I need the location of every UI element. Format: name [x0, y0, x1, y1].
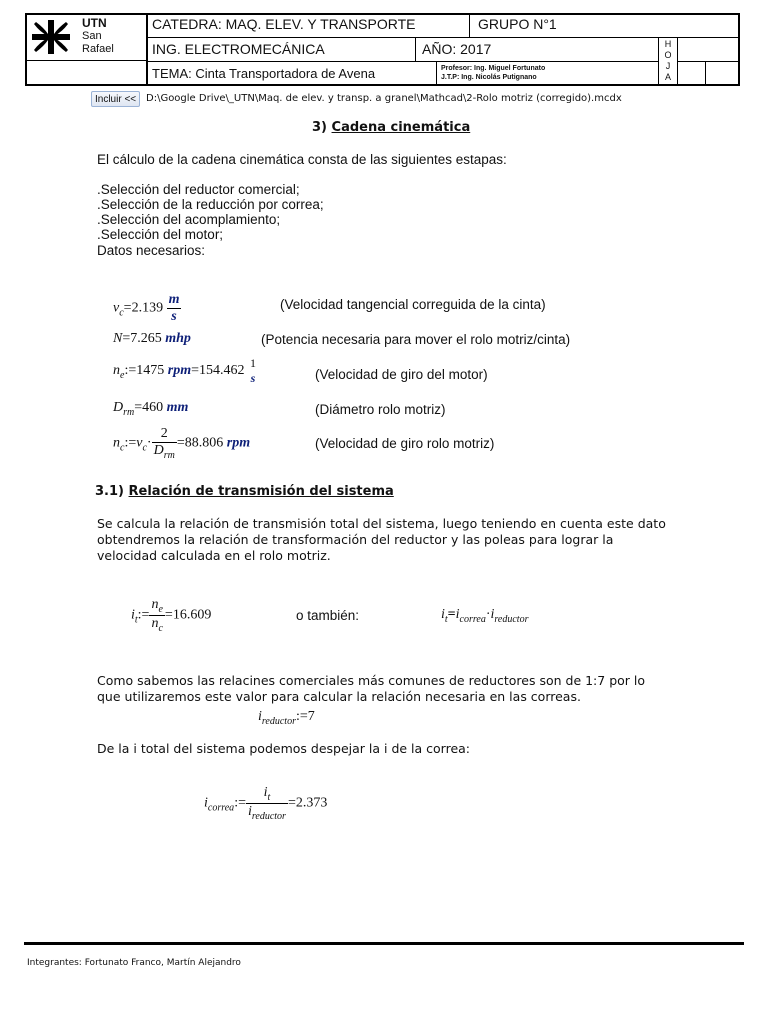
section3-title: Cadena cinemática: [331, 120, 471, 135]
hoja-j: J: [665, 61, 671, 71]
section31-number: 3.1): [95, 484, 124, 499]
section3-intro: El cálculo de la cadena cinemática consta de las siguientes estapas:: [97, 152, 507, 167]
eq-vc: $v_c=2.139$ $\frac{m}{s}$: [113, 292, 180, 324]
hoja-o: O: [664, 50, 672, 60]
section3-number: 3): [312, 120, 327, 135]
step-item: .Selección del motor;: [97, 227, 224, 242]
logo-rafael: Rafael: [82, 43, 114, 55]
grupo-label: GRUPO N°1: [478, 16, 557, 32]
section31-para2-line: que utilizaremos este valor para calcular la relación necesaria en las correas.: [97, 689, 581, 704]
section31-heading: [95, 484, 394, 499]
eq-ne: $n_e:=1475$ rpm=154.462 1 s: [113, 356, 256, 385]
eq-n-desc: (Potencia necesaria para mover el rolo motriz/cinta): [261, 332, 571, 347]
footer-integrantes: Integrantes: Fortunato Franco, Martín Alejandro: [27, 958, 241, 968]
eq-nc: $n_c:=v_c\cdot$ $\frac{2}{D_{rm}}$ =88.806 rpm: [113, 426, 251, 461]
eq-ireductor: $i_{reductor}:=7$: [258, 709, 315, 727]
eq-n: N=7.265 mhp: [113, 331, 191, 346]
eq-ne-desc: (Velocidad de giro del motor): [315, 367, 488, 382]
footer-rule: [24, 942, 744, 945]
logo-utn: UTN: [82, 16, 107, 30]
eq-it: $i_t:=$ $\frac{n_e}{n_c}$ =16.609: [131, 597, 212, 634]
section31-para2-line: Como sabemos las relacines comerciales más comunes de reductores son de 1:7 por lo: [97, 673, 646, 688]
section31-title: Relación de transmisión del sistema: [128, 484, 394, 499]
section31-para-line: obtendremos la relación de transformación del reductor y las poleas para lograr la: [97, 532, 614, 547]
include-button[interactable]: Incluir <<: [91, 91, 140, 107]
step-item: .Selección del acomplamiento;: [97, 212, 281, 227]
eq-drm-desc: (Diámetro rolo motriz): [315, 402, 446, 417]
profesor-label: Profesor: Ing. Miguel Fortunato: [441, 65, 546, 72]
datos-label: Datos necesarios:: [97, 243, 206, 258]
jtp-label: J.T.P: Ing. Nicolás Putignano: [441, 74, 537, 81]
eq-vc-desc: (Velocidad tangencial correguida de la cinta): [280, 297, 546, 312]
step-item: .Selección de la reducción por correa;: [97, 197, 324, 212]
eq-icorrea: $i_{correa}:=$ $\frac{i_t}{i_{reductor}}$ =2.373: [204, 785, 328, 822]
logo-san: San: [82, 30, 102, 42]
tambien-label: o también:: [296, 608, 360, 623]
tema-label: TEMA: Cinta Transportadora de Avena: [152, 66, 376, 81]
eq-it-product: $i_t=i_{correa}\cdot i_{reductor}$: [441, 607, 529, 625]
catedra-label: CATEDRA: MAQ. ELEV. Y TRANSPORTE: [152, 16, 416, 32]
section31-para3: De la i total del sistema podemos despejar la i de la correa:: [97, 741, 471, 756]
section31-para-line: Se calcula la relación de transmisión total del sistema, luego teniendo en cuenta este dato: [97, 516, 666, 531]
anio-label: AÑO: 2017: [422, 41, 492, 57]
step-item: .Selección del reductor comercial;: [97, 182, 300, 197]
include-path: D:\Google Drive\_UTN\Maq. de elev. y transp. a granel\Mathcad\2-Rolo motriz (corregido).mcdx: [146, 93, 622, 104]
hoja-h: H: [664, 39, 672, 49]
utn-logo-icon: [32, 20, 70, 54]
eq-drm: $D_{rm}=460$ mm: [113, 400, 189, 418]
section3-heading: [312, 120, 470, 135]
section31-para-line: velocidad calculada en el rolo motriz.: [97, 548, 331, 563]
carrera-label: ING. ELECTROMECÁNICA: [152, 41, 325, 57]
hoja-a: A: [664, 72, 671, 82]
eq-nc-desc: (Velocidad de giro rolo motriz): [315, 436, 495, 451]
